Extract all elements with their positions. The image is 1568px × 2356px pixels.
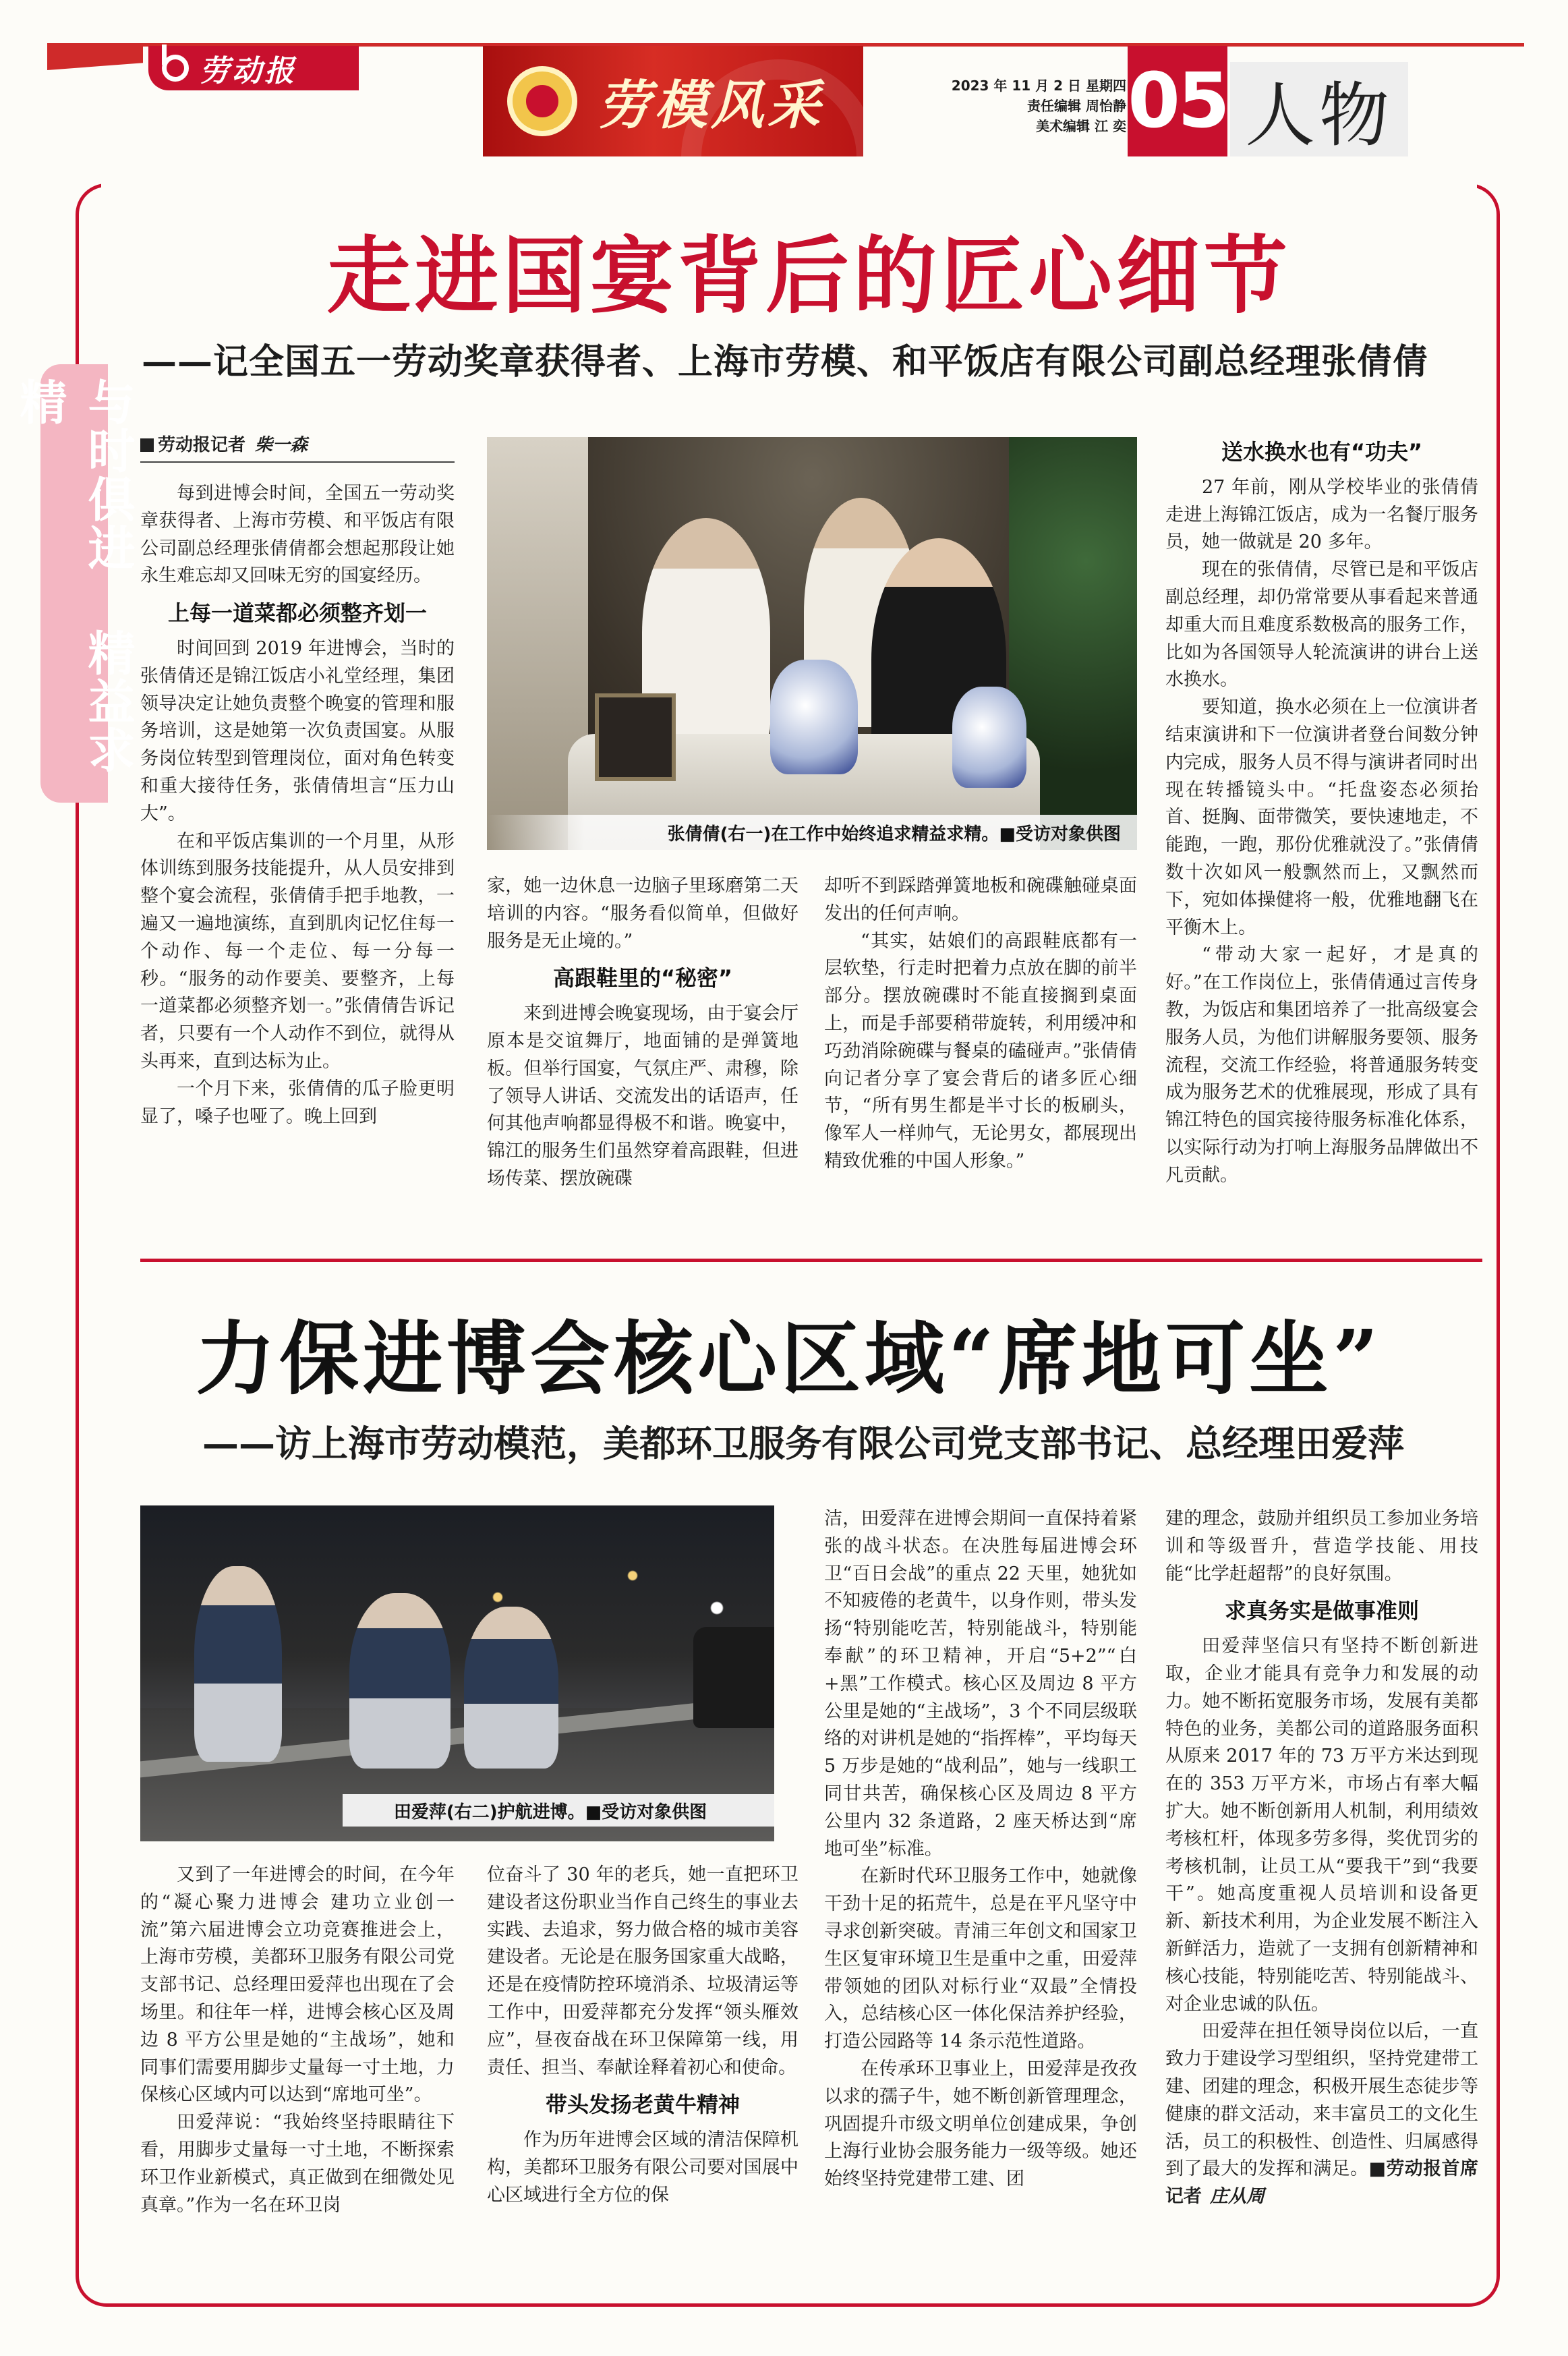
article1-column-2 bbox=[487, 873, 798, 1224]
paragraph: 又到了一年进博会的时间，在今年的“凝心聚力进博会 建功立业创一流”第六届进博会立功竞赛推进会上，上海市劳模，美都环卫服务有限公司党支部书记、总经理田爱萍也出现在了会场里。和往年一样，进博会核心区及周边 8 平方公里是她的“主战场”，她和同事们需要用脚步丈量每一寸土地，力保核心区域内可以达到“席地可坐”。 bbox=[140, 1864, 455, 2106]
paragraph: 洁，田爱萍在进博会期间一直保持着紧张的战斗状态。在决胜每届进博会环卫“百日会战”的重点 22 天里，她犹如不知疲倦的老黄牛，以身作则，带头发扬“特别能吃苦，特别能战斗，特别能奉献”的环卫精神，开启“5+2”“白+黑”工作模式。核心区及周边 8 平方公里是她的“主战场”，3 个不同层级联络的对讲机是她的“指挥棒”，平均每天 5 万步是她的“战利品”，她与一线职工同甘共苦，确保核心区及周边 8 平方公里内 32 条道路，2 座天桥达到“席地可坐”标准。 bbox=[824, 1508, 1137, 1860]
article2-title: 力保进博会核心区域“席地可坐” bbox=[196, 1312, 1383, 1406]
paragraph: 要知道，换水必须在上一位演讲者结束演讲和下一位演讲者登台间数分钟内完成，服务人员不得与演讲者同时出现在转播镜头中。“托盘姿态必须抬首、挺胸、面带微笑，要快速地走，不能跑，一跑，那份优雅就没了。”张倩倩数十次如风一般飘然而上，又飘然而下，宛如体操健将一般，优雅地翻飞在平衡木上。 bbox=[1165, 697, 1478, 938]
article2-column-4 bbox=[1165, 1505, 1478, 2295]
paragraph: “其实，姑娘们的高跟鞋底都有一层软垫，行走时把着力点放在脚的前半部分。摆放碗碟时不能直接搁到桌面上，而是手部要稍带旋转，利用缓冲和巧劲消除碗碟与餐桌的磕碰声。”张倩倩向记者分享了宴会背后的诸多匠心细节，“所有男生都是半寸长的板刷头，像军人一样帅气，无论男女，都展现出精致优雅的中国人形象。” bbox=[824, 930, 1137, 1172]
paper-logo-icon bbox=[162, 55, 189, 82]
paragraph: 田爱萍说：“我始终坚持眼睛往下看，用脚步丈量每一寸土地，不断探索环卫作业新模式，真正做到在细微处见真章。”作为一名在环卫岗 bbox=[140, 2112, 455, 2216]
masthead-left-bar bbox=[47, 46, 143, 70]
paper-logo[interactable] bbox=[148, 46, 359, 90]
art-editor: 美术编辑 江 奕 bbox=[1036, 118, 1126, 134]
article1-photo[interactable] bbox=[487, 437, 1137, 850]
column-banner bbox=[483, 46, 863, 156]
article2-photo-caption: 田爱萍(右二)护航进博。■受访对象供图 bbox=[343, 1794, 774, 1827]
page-number: 05 bbox=[1128, 46, 1227, 156]
article2-column-3 bbox=[824, 1505, 1137, 2295]
paragraph: 田爱萍坚信只有坚持不断创新进取，企业才能具有竞争力和发展的动力。她不断拓宽服务市场，发展有美都特色的业务，美都公司的道路服务面积从原来 2017 年的 73 万平方米达到现在的 353 万平方米，市场占有率大幅扩大。她不断创新用人机制，利用绩效考核杠杆，体现多劳多得，奖优罚劣的考核机制，让员工从“要我干”到“我要干”。她高度重视人员培训和设备更新、新技术利用，为企业发展不断注入新鲜活力，造就了一支拥有创新精神和核心技能，特别能吃苦、特别能战斗、对企业忠诚的队伍。 bbox=[1165, 1636, 1478, 2015]
article1-subhead-3: 送水换水也有“功夫” bbox=[1221, 439, 1423, 465]
table-sign bbox=[595, 693, 676, 781]
photo-person bbox=[194, 1566, 282, 1762]
column-title: 劳模风采 bbox=[598, 75, 825, 136]
article-divider bbox=[140, 1259, 1482, 1262]
article1-subhead-1: 上每一道菜都必须整齐划一 bbox=[167, 600, 427, 627]
frame-gap bbox=[101, 177, 1477, 190]
responsible-editor: 责任编辑 周怡静 bbox=[1027, 98, 1126, 114]
signature-name: 庄从周 bbox=[1210, 2186, 1265, 2208]
article2-subtitle: ——访上海市劳动模范，美都环卫服务有限公司党支部书记、总经理田爱萍 bbox=[202, 1422, 1404, 1465]
paragraph: 每到进博会时间，全国五一劳动奖章获得者、上海市劳模、和平饭店有限公司副总经理张倩倩都会想起那段让她永生难忘却又回味无穷的国宴经历。 bbox=[140, 483, 455, 587]
paragraph: “带动大家一起好，才是真的好。”在工作岗位上，张倩倩通过言传身教，为饭店和集团培养了一批高级宴会服务人员，为他们讲解服务要领、服务流程，交流工作经验，将普通服务转变成为服务艺术的优雅展现，形成了具有锦江特色的国宾接待服务标准化体系，以实际行动为打响上海服务品牌做出不凡贡献。 bbox=[1165, 944, 1478, 1186]
article1-column-4 bbox=[1165, 438, 1478, 1221]
paragraph: 在和平饭店集训的一个月里，从形体训练到服务技能提升，从人员安排到整个宴会流程，张倩倩手把手地教，一遍又一遍地演练，直到肌肉记忆住每一个动作、每一个走位、每一分每一秒。“服务的动作要美、要整齐，上每一道菜都必须整齐划一。”张倩倩告诉记者，只要有一个人动作不到位，就得从头再来，直到达标为止。 bbox=[140, 830, 455, 1072]
photo-person bbox=[349, 1593, 451, 1769]
paragraph: 在传承环卫事业上，田爱萍是孜孜以求的孺子牛，她不断创新管理理念，巩固提升市级文明单位创建成果，争创上海行业协会服务能力一级等级。她还始终坚持党建带工建、团 bbox=[824, 2058, 1137, 2190]
byline-label: 劳动报记者 bbox=[158, 435, 246, 455]
article2-signature: ■劳动报首席记者 庄从周 bbox=[1165, 2158, 1478, 2208]
paragraph: 来到进博会晚宴现场，由于宴会厅原本是交谊舞厅，地面铺的是弹簧地板。但举行国宴，气氛庄严、肃穆，除了领导人讲话、交流发出的话语声，任何其他声响都显得极不和谐。晚宴中，锦江的服务生们虽然穿着高跟鞋，但进场传菜、摆放碗碟 bbox=[487, 1003, 798, 1189]
paragraph: 在新时代环卫服务工作中，她就像干劲十足的拓荒牛，总是在平凡坚守中寻求创新突破。青浦三年创文和国家卫生区复审环境卫生是重中之重，田爱萍带领她的团队对标行业“双最”全情投入，总结核心区一体化保洁养护经验，打造公园路等 14 条示范性道路。 bbox=[824, 1866, 1137, 2052]
article1-subhead-2: 高跟鞋里的“秘密” bbox=[552, 965, 733, 992]
paragraph: 建的理念，鼓励并组织员工参加业务培训和等级晋升，营造学技能、用技能“比学赶超帮”的良好氛围。 bbox=[1165, 1508, 1478, 1584]
paragraph-text: 田爱萍在担任领导岗位以后，一直致力于建设学习型组织，坚持党建带工建、团建的理念，积极开展生态徒步等健康的群文活动，来丰富员工的文化生活，员工的积极性、创造性、归属感得到了最大的发挥和满足。 bbox=[1165, 2021, 1478, 2180]
article2-subhead-2: 求真务实是做事准则 bbox=[1224, 1598, 1419, 1624]
paragraph: 一个月下来，张倩倩的瓜子脸更明显了，嗓子也哑了。晚上回到 bbox=[140, 1078, 455, 1127]
section-name: 人物 bbox=[1230, 62, 1408, 156]
article1-title: 走进国宴背后的匠心细节 bbox=[326, 227, 1291, 325]
signature-label: 劳动报首席记者 bbox=[1165, 2158, 1478, 2208]
article1-photo-caption: 张倩倩(右一)在工作中始终追求精益求精。■受访对象供图 bbox=[487, 815, 1137, 850]
article1-column-1 bbox=[140, 432, 455, 1207]
paper-name: 劳动报 bbox=[200, 54, 297, 88]
article2-photo[interactable] bbox=[140, 1505, 774, 1841]
porcelain-vase bbox=[952, 687, 1026, 788]
article1-subtitle: ——记全国五一劳动奖章获得者、上海市劳模、和平饭店有限公司副总经理张倩倩 bbox=[142, 341, 1429, 382]
side-motto: 与时俱进 精益求精 bbox=[40, 364, 108, 803]
paragraph: 27 年前，刚从学校毕业的张倩倩走进上海锦江饭店，成为一名餐厅服务员，她一做就是 20 多年。 bbox=[1165, 476, 1478, 553]
square-bullet-icon bbox=[140, 438, 154, 452]
paragraph: 却听不到踩踏弹簧地板和碗碟触碰桌面发出的任何声响。 bbox=[824, 875, 1137, 924]
article2-subhead-1: 带头发扬老黄牛精神 bbox=[545, 2092, 740, 2118]
issue-meta bbox=[904, 76, 1126, 136]
issue-date: 2023 年 11 月 2 日 星期四 bbox=[951, 78, 1126, 94]
article2-column-2 bbox=[487, 1862, 798, 2293]
masthead bbox=[0, 0, 1568, 162]
union-emblem-icon bbox=[507, 66, 577, 136]
paragraph: 位奋斗了 30 年的老兵，她一直把环卫建设者这份职业当作自己终生的事业去实践、去追求，努力做合格的城市美容建设者。无论是在服务国家重大战略，还是在疫情防控环境消杀、垃圾清运等工作中，田爱萍都充分发挥“领头雁效应”，昼夜奋战在环卫保障第一线，用责任、担当、奉献诠释着初心和使命。 bbox=[487, 1864, 798, 2078]
paragraph: 时间回到 2019 年进博会，当时的张倩倩还是锦江饭店小礼堂经理，集团领导决定让她负责整个晚宴的管理和服务培训，这是她第一次负责国宴。从服务岗位转型到管理岗位，面对角色转变和重大接待任务，张倩倩坦言“压力山大”。 bbox=[140, 637, 455, 824]
paragraph: 作为历年进博会区域的清洁保障机构，美都环卫服务有限公司要对国展中心区域进行全方位的保 bbox=[487, 2129, 798, 2206]
parked-car bbox=[693, 1627, 774, 1728]
paragraph bbox=[1165, 2018, 1478, 2211]
article1-byline bbox=[140, 432, 455, 463]
paragraph: 现在的张倩倩，尽管已是和平饭店副总经理，却仍常常要从事看起来普通却重大而且难度系数极高的服务工作，比如为各国领导人轮流演讲的讲台上送水换水。 bbox=[1165, 559, 1478, 691]
article1-column-3 bbox=[824, 873, 1137, 1224]
article2-column-1 bbox=[140, 1862, 455, 2293]
byline-name: 柴一森 bbox=[255, 435, 308, 455]
paragraph: 家，她一边休息一边脑子里琢磨第二天培训的内容。“服务看似简单，但做好服务是无止境的。” bbox=[487, 875, 798, 952]
porcelain-vase bbox=[770, 660, 858, 774]
photo-person bbox=[464, 1607, 558, 1769]
